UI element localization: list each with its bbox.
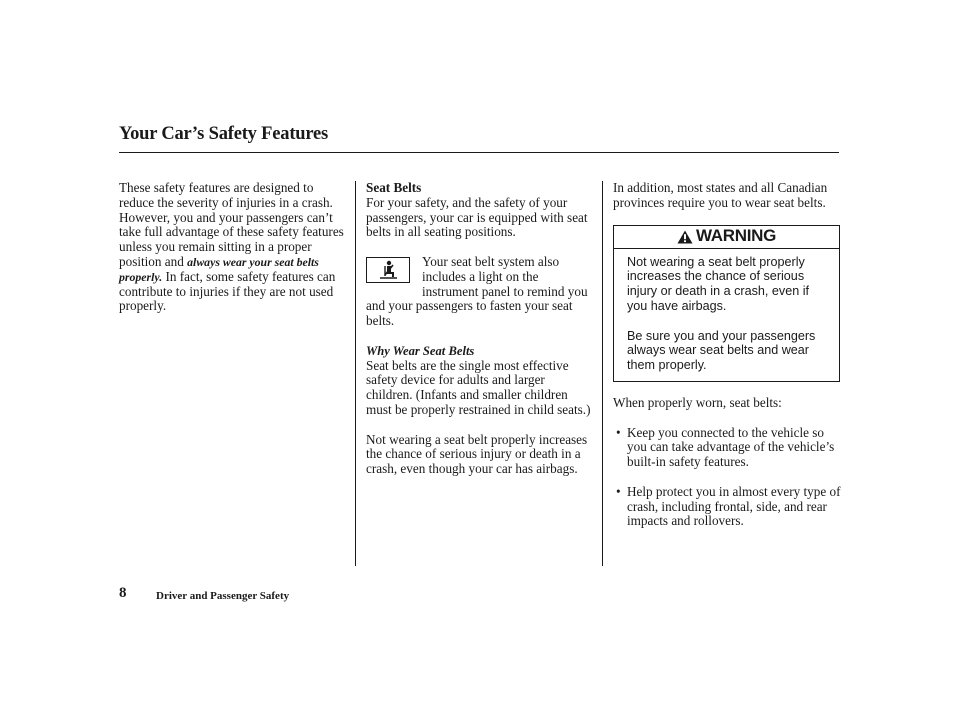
seat-belts-intro: For your safety, and the safety of your passengers, your car is equipped with seat belts in all seating positions. (366, 194, 588, 240)
column-2 (366, 181, 594, 477)
title-rule (119, 152, 839, 153)
warning-body (614, 249, 839, 381)
airbag-text: Not wearing a seat belt properly increases the chance of serious injury or death in a crash, even though your car has airbags. (366, 431, 588, 477)
footer-section-label: Driver and Passenger Safety (156, 590, 290, 602)
list-item-text: Help protect you in almost every type of crash, including frontal, side, and rear impacts and rollovers. (627, 483, 841, 529)
warning-header (614, 226, 839, 249)
warning-paragraph-2: Be sure you and your passengers always wear seat belts and wear them properly. (627, 328, 816, 373)
warning-triangle-icon (677, 230, 693, 244)
page-title: Your Car’s Safety Features (119, 124, 329, 144)
bullet-dot: • (616, 424, 621, 440)
warning-label: WARNING (695, 226, 777, 246)
column-3 (613, 181, 841, 529)
list-item (613, 485, 841, 529)
page-number: 8 (119, 585, 127, 601)
indicator-block (366, 255, 594, 329)
column-divider (602, 181, 603, 566)
indicator-text: Your seat belt system also includes a light on the instrument panel to remind you and your passengers to fasten your seat belts. (366, 253, 588, 329)
why-wear-heading: Why Wear Seat Belts (366, 343, 475, 358)
list-item-text: Keep you connected to the vehicle so you can take advantage of the vehicle’s built-in safety features. (627, 424, 835, 470)
column-1 (119, 181, 345, 314)
warning-box (613, 225, 840, 382)
bullet-dot: • (616, 483, 621, 499)
list-item (613, 426, 841, 470)
laws-text: In addition, most states and all Canadian provinces require you to wear seat belts. (613, 180, 828, 210)
seat-belts-heading: Seat Belts (366, 180, 422, 195)
warning-paragraph-1: Not wearing a seat belt properly increases the chance of serious injury or death in a crash, even if you have airbags. (627, 254, 810, 313)
seat-belt-reminder-icon (366, 257, 410, 283)
column-divider (355, 181, 356, 566)
benefits-list (613, 426, 841, 530)
intro-paragraph (119, 181, 345, 314)
when-worn-text: When properly worn, seat belts: (613, 394, 782, 410)
why-wear-text: Seat belts are the single most effective safety device for adults and larger children. (Infants and smaller children must be properly restrained in child seats.) (366, 357, 591, 417)
emphasis-text: always wear your seat belts properly. (119, 254, 319, 284)
intro-text-continued: In fact, some safety features can contribute to injuries if they are not used properly. (119, 268, 336, 314)
intro-text: These safety features are designed to reduce the severity of injuries in a crash. However, you and your passengers can’t take full advantage of these safety features unless you remain sitting in a proper position and (119, 180, 344, 269)
